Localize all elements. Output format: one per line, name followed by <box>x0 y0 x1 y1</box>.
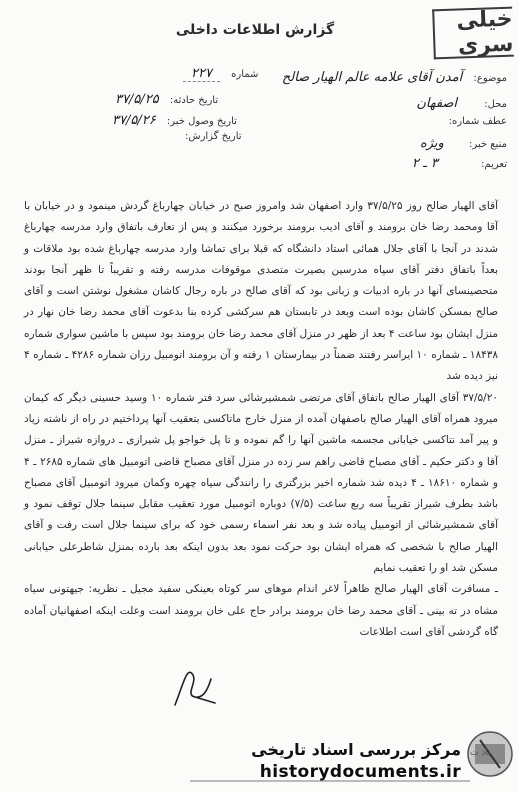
report-paragraph: آقای الهیار صالح روز ۳۷/۵/۲۵ وارد اصفهان شد وامروز صبح در خیابان چهارباغ گردش مینمود و در خیابان با آقا ومحمد رضا خان برومند و آقای ادیب برومند برخورد میکنند و پس از تعارف باتفاق وارد مدرسه چهارباغ شدند در آنجا با آقای جلال همائی استاد دانشگاه که قبلا برای تماشا وارد مدرسه چهارباغ شده بود ملاقات و بعداً باتفاق دفتر آقای سپاه مدرسین بصیرت متصدی موقوفات مدرسه رفته و تقریباً تا ظهر آنجا بودند متحصینسای آنها در باره ادبیات و زبانی بود که آقای صالح در باره رجال کاشان مشغول نوشتن است و آقای صالح بمسکن کاشان بوده است وبعد در تابستان هم سرکشی کرده بنا بدعوت آقای محمد رضا خان نهار در منزل ایشان بود ساعت ۴ بعد از ظهر در منزل آقای محمد رضا خان برومند بود سپس با ماشین سواری شماره ۱۸۴۳۸ ـ شماره ۱۰ ایراسر رفتند ضمناً در بیمارستان ۱ رفته و آن برومند اتومبیل رزان شماره ۴۲۸۶ ـ شماره ۴ نیز دیده شد <box>24 200 499 383</box>
subject-row <box>282 70 507 85</box>
archive-name: مرکز بررسی اسناد تاریخی <box>251 740 461 759</box>
reference-label: عطف شماره: <box>448 116 507 127</box>
source-label: منبع خبر: <box>469 139 507 150</box>
event-date-label: تاریخ حادثه: <box>169 95 219 106</box>
number-row <box>183 66 258 82</box>
classification-stamp <box>432 7 514 60</box>
handwritten-signature <box>165 655 225 715</box>
place-label: محل: <box>484 99 507 110</box>
place-value: اصفهان <box>416 96 458 111</box>
rating-label: تعریم: <box>481 159 507 170</box>
document-title: گزارش اطلاعات داخلی <box>175 22 335 38</box>
rating-value: ۳ ـ ۲ <box>411 156 438 171</box>
footer-fragment: باد ت <box>470 748 491 758</box>
archive-url: historydocuments.ir <box>259 762 461 782</box>
report-body <box>24 196 498 643</box>
number-label: شماره <box>231 69 259 80</box>
event-date-row <box>115 92 218 107</box>
report-date-row <box>185 131 242 142</box>
source-value: ویژه <box>419 136 444 151</box>
reference-row <box>449 116 507 127</box>
event-date-value: ۳۷/۵/۲۵ <box>115 92 159 107</box>
received-date-value: ۳۷/۵/۲۶ <box>112 113 156 128</box>
rating-row <box>412 156 507 171</box>
source-row <box>420 136 507 151</box>
report-paragraph: ـ مسافرت آقای الهیار صالح ظاهراً لاغر اندام موهای سر کوتاه بعینکی سفید مجیل ـ نظریه: جیهتونی سیاه مشاه در ته بینی ـ آقای محمد رضا خان برومند برادر حاج علی خان برومند است وعلت اینکه اصفهانیان آماده گاه گردشی آقای است اطلاعات <box>24 583 498 638</box>
received-date-row <box>112 113 237 128</box>
subject-label: موضوع: <box>473 73 507 84</box>
received-date-label: تاریخ وصول خبر: <box>166 116 237 127</box>
number-value: ۲۲۷ <box>183 66 220 82</box>
place-row <box>416 96 507 111</box>
subject-value: آمدن آقای علامه عالم الهیار صالح <box>281 70 463 85</box>
report-paragraph: ۳۷/۵/۲۰ آقای الهیار صالح باتفاق آقای مرتضی شمشیرشائی سرد فتر شماره ۱۰ وسید حسینی دیگر که کیمان میرود همراه آقای الهیار صالح باصفهان آمده از منزل خارج ماتاکسی بتعقیب آنها پرداختیم در راه از ناشته زیاد و پیر آمد نتاکسی خیابانی مجسمه ماشین آنها را گم نموده و تا پل خواجو پل شیرازی ـ دروازه شیراز ـ منزل آقا و دکتر حکیم ـ آقای مصباح قاضی راهم سر زده در منزل آقای مصباح قاضی اتومبیل های شماره ۲۶۸۵ ـ ۴ و شماره ۱۸۶۱۰ ـ ۴ دیده شد شماره اخیر بزرگتری را رانندگی سیاه چهره وکمان میرود اتومبیل آقای مصباح باشد بطرف شیراز تقریباً سه ربع ساعت (۷/۵) دوباره اتومبیل مورد تعقیب مقابل سینما جلال توقف نمود و آقای شمشیرشائی از اتومبیل پیاده شد و بعد نفر اسماء رسمی خود که برای سینما جلال است رفت و آقای الهیار صالح با شخصی که همراه ایشان بود حرکت نمود بعد بدون اینکه بعد بارده بمنزل شاطرعلی حیابانی مسکن شد او را تعقیب نمایم <box>24 391 498 575</box>
classification-stamp-text: خیلی سری <box>456 6 514 59</box>
report-date-label: تاریخ گزارش: <box>185 131 242 142</box>
